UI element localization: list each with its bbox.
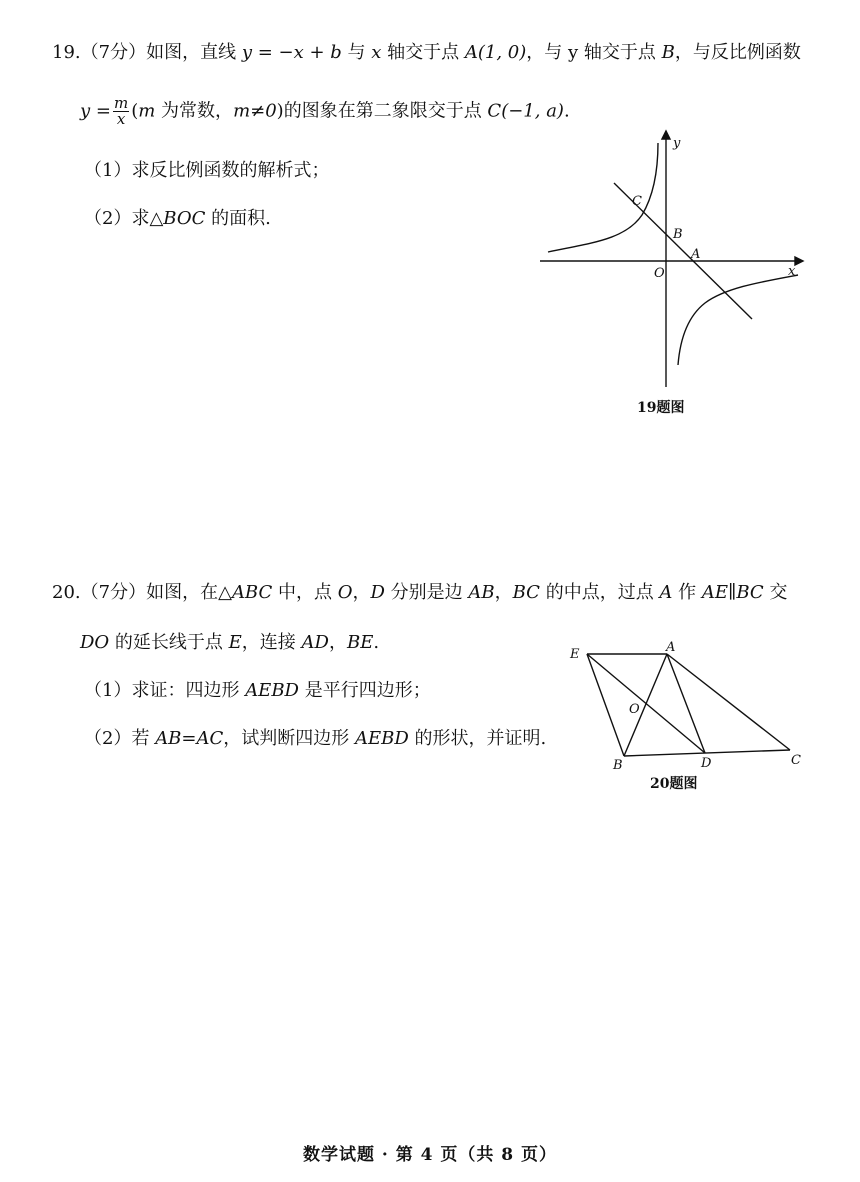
q19-line1 — [52, 40, 801, 66]
q20-part2-text: 的形状，并证明. — [408, 728, 547, 749]
q20-text: 如图，在△ — [146, 582, 232, 603]
q20-quad-aebd: AEBD — [245, 680, 299, 701]
label-d: D — [701, 756, 712, 771]
label-b: B — [613, 758, 623, 772]
q19-part1: （1）求反比例函数的解析式； — [84, 160, 330, 181]
x-axis-arrow — [795, 257, 803, 265]
fraction-numerator: m — [113, 94, 129, 112]
label-y: y — [673, 136, 681, 151]
q19-triangle-boc: BOC — [163, 208, 206, 229]
q20-parallel-condition: AE∥BC — [701, 582, 764, 603]
q20-text: . — [373, 632, 380, 653]
q20-text: 作 — [672, 582, 702, 603]
q20-text: ， — [328, 632, 347, 653]
q20-part2 — [84, 726, 546, 752]
q20-segment-do: DO — [80, 632, 110, 653]
q19-text: 为常数， — [155, 100, 234, 122]
q19-part2-text: （2）求△ — [84, 208, 164, 229]
q20-score: （7分） — [80, 582, 147, 603]
q20-segment-ad: AD — [301, 632, 329, 653]
label-o: O — [629, 702, 640, 717]
q19-point-b: B — [661, 42, 675, 63]
q20-part2-text: ，试判断四边形 — [223, 728, 356, 749]
q20-side-ab: AB — [468, 582, 495, 603]
q19-figure — [530, 125, 810, 395]
q19-score: （7分） — [80, 42, 147, 63]
label-a: A — [691, 247, 701, 262]
label-x: x — [788, 264, 796, 279]
q19-caption: 19题图 — [637, 400, 685, 416]
q19-text: 与 — [341, 42, 372, 63]
q20-part1 — [84, 678, 431, 704]
page-footer: 数学试题 · 第 4 页（共 8 页） — [302, 1145, 558, 1165]
q20-point-d: D — [370, 582, 385, 603]
label-o: O — [654, 266, 665, 281]
q19-text: 轴交于点 — [381, 42, 465, 63]
q20-text: ， — [352, 582, 371, 603]
q20-text: 中，点 — [272, 582, 338, 603]
q20-line2 — [80, 630, 379, 656]
q20-point-o: O — [337, 582, 353, 603]
q19-m-condition: m≠0 — [233, 100, 277, 122]
hyperbola-branch-q4 — [678, 275, 798, 365]
label-a: A — [666, 640, 676, 655]
q19-text: ，与 y 轴交于点 — [526, 42, 662, 63]
y-axis-arrow — [662, 131, 670, 139]
q19-point-c: C(−1, a) — [487, 100, 564, 122]
q19-var-x: x — [371, 42, 382, 63]
label-e: E — [570, 647, 580, 662]
q20-part1-text: （1）求证：四边形 — [84, 680, 246, 701]
q19-fraction — [113, 96, 129, 127]
label-b: B — [673, 227, 683, 242]
q19-line2 — [80, 96, 570, 127]
q19-part2 — [84, 206, 271, 232]
q20-segment-be: BE — [346, 632, 374, 653]
q20-triangle-abc: ABC — [231, 582, 273, 603]
q19-text: ( — [131, 100, 139, 122]
q20-text: ，连接 — [241, 632, 302, 653]
q20-number: 20. — [52, 582, 81, 603]
q20-text: 的中点，过点 — [539, 582, 660, 603]
label-c: C — [791, 753, 801, 768]
q19-number: 19. — [52, 42, 81, 63]
q20-quad-aebd: AEBD — [355, 728, 409, 749]
q20-part2-text: （2）若 — [84, 728, 156, 749]
q20-text: 交 — [763, 582, 788, 603]
q19-line-equation: y = −x + b — [241, 42, 342, 63]
q19-y-eq: y = — [80, 100, 111, 122]
fraction-denominator: x — [116, 110, 126, 128]
q19-text: 如图，直线 — [146, 42, 242, 63]
label-c: C — [632, 194, 642, 209]
q20-point-a: A — [659, 582, 673, 603]
q20-caption: 20题图 — [650, 776, 698, 792]
q19-point-a: A(1, 0) — [464, 42, 527, 63]
q19-text: ，与反比例函数 — [674, 42, 801, 63]
q20-text: 分别是边 — [384, 582, 469, 603]
q19-part2-text: 的面积. — [205, 208, 271, 229]
q20-side-bc: BC — [512, 582, 540, 603]
q20-text: ， — [494, 582, 513, 603]
q19-text: . — [563, 100, 570, 122]
q20-text: 的延长线于点 — [109, 632, 229, 653]
q20-line1 — [52, 580, 787, 606]
q19-var-m: m — [138, 100, 156, 122]
q19-text: )的图象在第二象限交于点 — [276, 100, 488, 122]
q20-figure — [565, 638, 815, 772]
q20-point-e: E — [228, 632, 242, 653]
q20-part1-text: 是平行四边形； — [299, 680, 431, 701]
q20-condition-ab-ac: AB=AC — [155, 728, 224, 749]
